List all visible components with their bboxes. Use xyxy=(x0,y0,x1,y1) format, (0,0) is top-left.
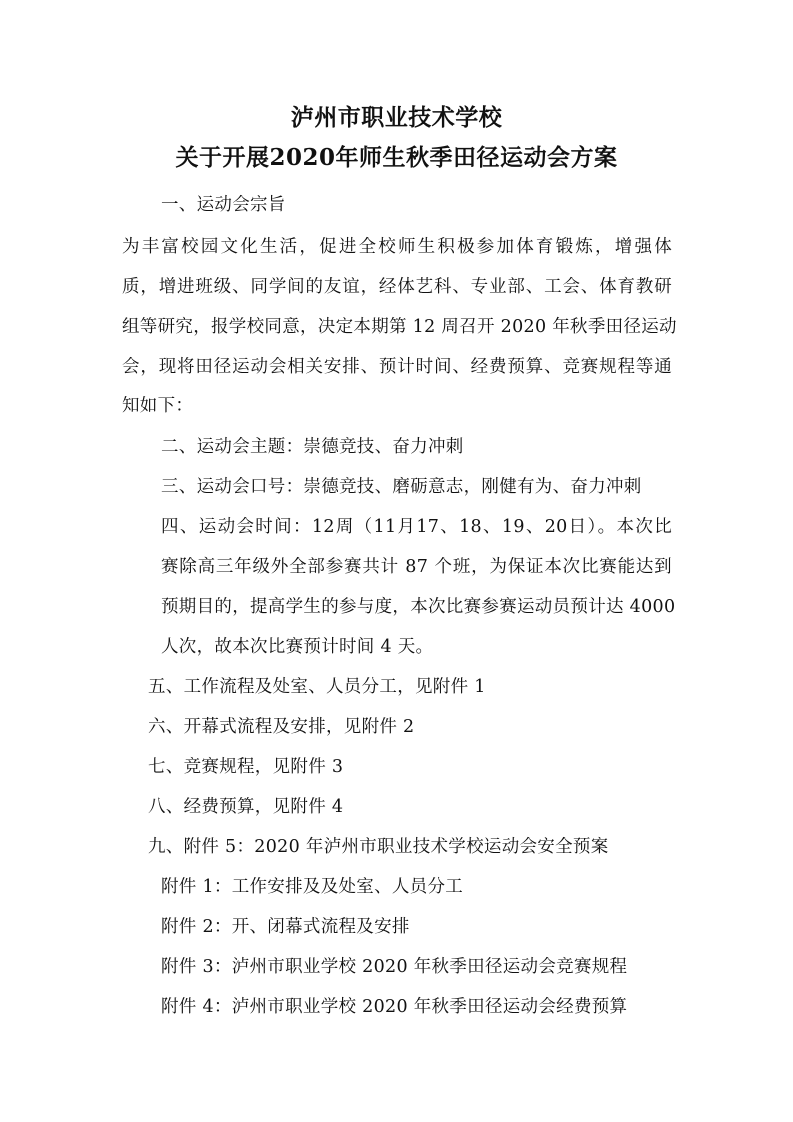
document-title-line2: 关于开展2020年师生秋季田径运动会方案 xyxy=(175,144,618,171)
paragraph-line: 质，增进班级、同学间的友谊，经体艺科、专业部、工会、体育教研 xyxy=(122,277,672,297)
document-title-line1: 泸州市职业技术学校 xyxy=(290,104,503,131)
paragraph-line: 赛除高三年级外全部参赛共计 87 个班，为保证本次比赛能达到 xyxy=(161,557,672,577)
section-heading-purpose: 一、运动会宗旨 xyxy=(161,195,286,215)
section-opening: 六、开幕式流程及安排，见附件 2 xyxy=(148,717,415,737)
section-slogan: 三、运动会口号：崇德竞技、磨砺意志，刚健有为、奋力冲刺 xyxy=(161,477,642,497)
paragraph-line: 会，现将田径运动会相关安排、预计时间、经费预算、竞赛规程等通 xyxy=(122,357,672,377)
section-budget: 八、经费预算，见附件 4 xyxy=(148,797,344,817)
attachment-item: 附件 3：泸州市职业学校 2020 年秋季田径运动会竞赛规程 xyxy=(161,957,628,977)
attachment-item: 附件 2：开、闭幕式流程及安排 xyxy=(161,917,410,937)
section-rules: 七、竞赛规程，见附件 3 xyxy=(148,757,344,777)
section-time: 四、运动会时间：12周（11月17、18、19、20日）。本次比 xyxy=(161,517,672,537)
attachment-item: 附件 4：泸州市职业学校 2020 年秋季田径运动会经费预算 xyxy=(161,997,628,1017)
section-theme: 二、运动会主题：崇德竞技、奋力冲刺 xyxy=(161,437,464,457)
attachment-item: 附件 1：工作安排及及处室、人员分工 xyxy=(161,877,464,897)
paragraph-line: 知如下： xyxy=(122,396,194,416)
section-attachment5: 九、附件 5：2020 年泸州市职业技术学校运动会安全预案 xyxy=(148,837,609,857)
paragraph-line: 预期目的，提高学生的参与度，本次比赛参赛运动员预计达 4000 xyxy=(161,597,676,617)
paragraph-line: 为丰富校园文化生活，促进全校师生积极参加体育锻炼，增强体 xyxy=(122,237,672,257)
paragraph-line: 组等研究，报学校同意，决定本期第 12 周召开 2020 年秋季田径运动 xyxy=(122,317,677,337)
section-workflow: 五、工作流程及处室、人员分工，见附件 1 xyxy=(148,677,486,697)
paragraph-line: 人次，故本次比赛预计时间 4 天。 xyxy=(161,637,434,657)
